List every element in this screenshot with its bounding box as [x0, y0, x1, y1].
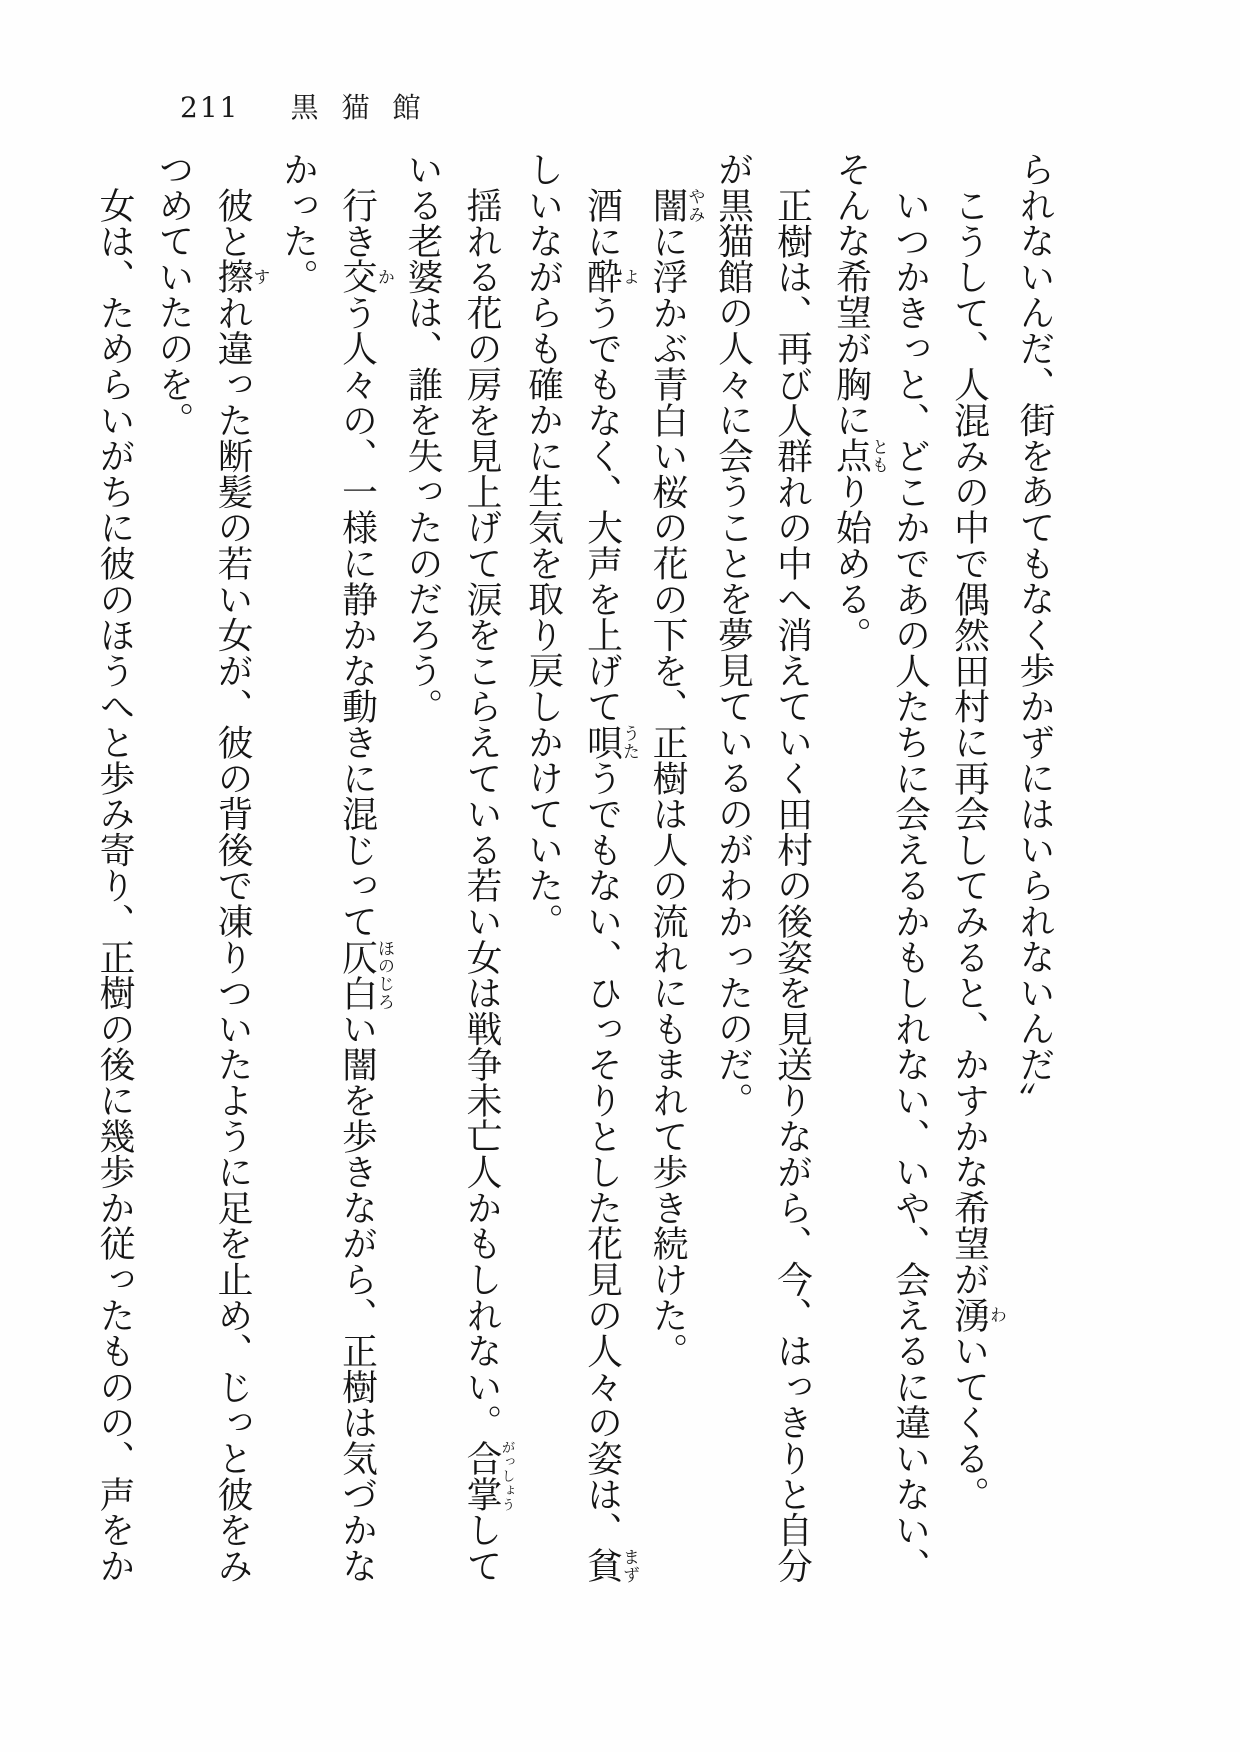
furigana: 貧まず [581, 1547, 639, 1584]
page-header [180, 91, 444, 124]
furigana: 闇やみ [647, 186, 705, 223]
paragraph: 行き交かう人々の、一様に静かな動きに混じって仄白ほのじろい闇を歩きながら、正樹は気づかなかった。 [277, 151, 394, 1584]
furigana: 湧わ [948, 1296, 1006, 1333]
paragraph: 彼と擦すれ違った断髪の若い女が、彼の背後で凍りついたように足を止め、じっと彼をみつめていたのを。 [153, 151, 270, 1584]
paragraph: こうして、人混みの中で偶然田村に再会してみると、かすかな希望が湧わいてくる。 [948, 186, 1006, 1512]
furigana: 交か [336, 258, 394, 295]
page-number: 211 [180, 91, 240, 124]
furigana: 擦す [212, 258, 270, 295]
paragraph: 闇やみに浮かぶ青白い桜の花の下を、正樹は人の流れにもまれて歩き続けた。 [647, 186, 705, 1369]
paragraph: られないんだ、街をあてもなく歩かずにはいられないんだ〟 [1014, 151, 1055, 1118]
paragraph: 正樹は、再び人群れの中へ消えていく田村の後姿を見送りながら、今、はっきりと自分が黒猫館の人々に会うことを夢見ているのがわかったのだ。 [712, 151, 813, 1583]
paragraph: 女は、ためらいがちに彼のほうへと歩み寄り、正樹の後に幾歩か従ったものの、声をか [94, 186, 135, 1583]
text-body [94, 151, 1064, 1585]
furigana: 仄白ほのじろ [336, 938, 394, 1011]
paragraph: 揺れる花の房を見上げて涙をこらえている若い女は戦争未亡人かもしれない。合掌がっしょうしている老婆は、誰を失ったのだろう。 [402, 151, 515, 1584]
furigana: 点とも [830, 437, 888, 474]
furigana: 合掌がっしょう [461, 1439, 515, 1512]
furigana: 酔よ [581, 258, 639, 295]
paragraph: いつかきっと、どこかであの人たちに会えるかもしれない、いや、会えるに違いない、そんな希望が胸に点ともり始める。 [830, 151, 931, 1583]
paragraph: 酒に酔ようでもなく、大声を上げて唄うたうでもない、ひっそりとした花見の人々の姿は、貧まずしいながらも確かに生気を取り戻しかけていた。 [522, 151, 639, 1584]
book-title: 黒猫館 [290, 91, 444, 124]
furigana: 唄うた [581, 723, 639, 760]
